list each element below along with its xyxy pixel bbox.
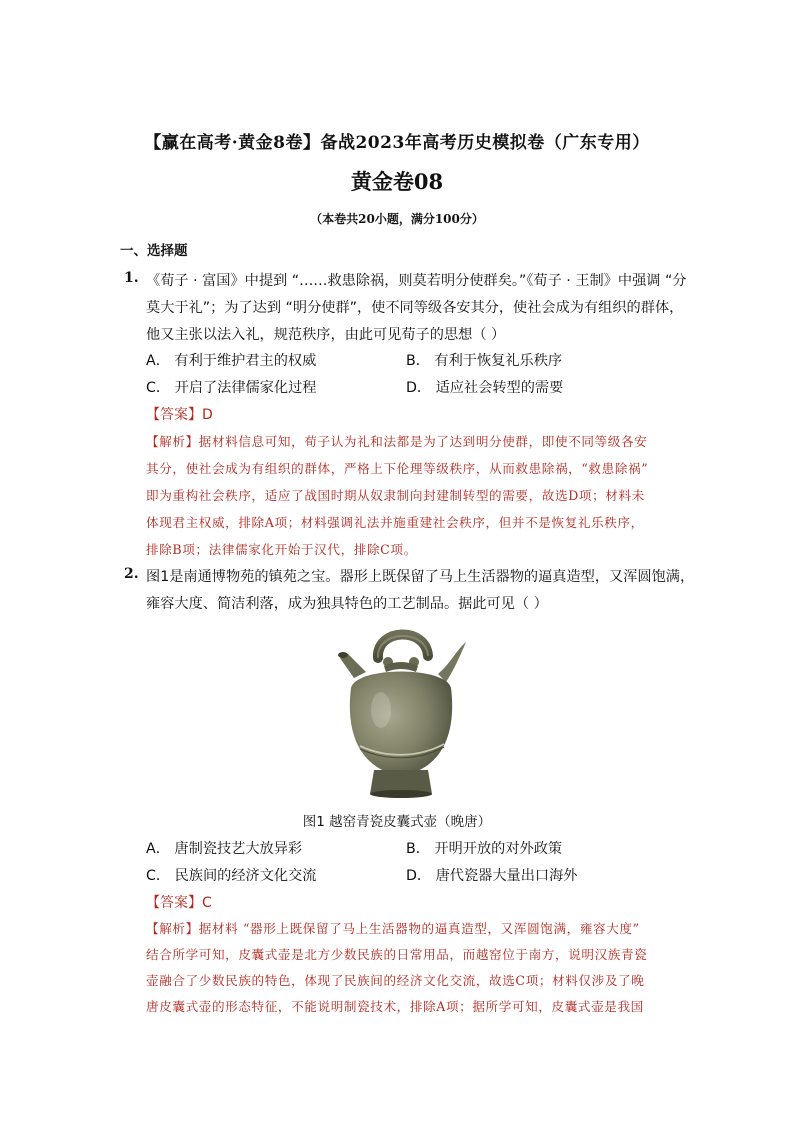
question-2-explanation-line-2: 结合所学可知，皮囊式壶是北方少数民族的日常用品，而越窑位于南方，说明汉族青瓷 [146,947,648,962]
question-1-explanation-line-4: 体现君主权威，排除A项；材料强调礼法并施重建社会秩序，但并不是恢复礼乐秩序， [146,515,644,530]
question-1-line-3: 他又主张以法入礼，规范秩序，由此可见荀子的思想（ ） [146,327,506,343]
question-1-option-c: C． 开启了法律儒家化过程 [146,380,317,396]
question-2-option-b: B． 开明开放的对外政策 [406,841,563,857]
question-1-answer: 【答案】D [146,407,213,423]
question-1-explanation-line-1: 【解析】据材料信息可知，荀子认为礼和法都是为了达到明分使群，即使不同等级各安 [146,434,648,449]
question-2-option-a: A． 唐制瓷技艺大放异彩 [146,841,303,857]
document-note: （本卷共20小题，满分100分） [310,212,484,226]
celadon-ewer-image [326,618,476,808]
question-2-explanation-line-1: 【解析】据材料 “器形上既保留了马上生活器物的逼真造型，又浑圆饱满，雍容大度” [146,921,640,936]
question-2-explanation-line-3: 壶融合了少数民族的特色，体现了民族间的经济文化交流，故选C项；材料仅涉及了晚 [146,973,645,988]
question-2-explanation-line-4: 唐皮囊式壶的形态特征，不能说明制瓷技术，排除A项；据所学可知，皮囊式壶是我国 [146,999,644,1014]
question-2-line-1: 图1是南通博物苑的镇苑之宝。器形上既保留了马上生活器物的逼真造型，又浑圆饱满， [146,569,695,585]
document-title: 【赢在高考·黄金8卷】备战2023年高考历史模拟卷（广东专用） [144,133,650,153]
question-2-option-d: D． 唐代瓷器大量出口海外 [406,868,578,884]
question-1-option-a: A． 有利于维护君主的权威 [146,353,317,369]
question-1-number: 1. [124,270,139,286]
question-1-line-2: 莫大于礼”；为了达到 “明分使群”，使不同等级各安其分，使社会成为有组织的群体， [146,300,684,316]
document-subtitle: 黄金卷08 [350,169,444,194]
question-2-option-c: C． 民族间的经济文化交流 [146,868,317,884]
question-2-answer: 【答案】C [146,895,212,911]
question-1-explanation-line-2: 其分，使社会成为有组织的群体，严格上下伦理等级秩序，从而救患除祸，“救患除祸” [146,461,649,476]
question-2-number: 2. [124,566,139,582]
question-1-explanation-line-5: 排除B项；法律儒家化开始于汉代，排除C项。 [146,542,417,557]
question-1-option-d: D． 适应社会转型的需要 [406,380,564,396]
question-1-explanation-line-3: 即为重构社会秩序，适应了战国时期从奴隶制向封建制转型的需要，故选D项；材料未 [146,488,645,503]
question-1-line-1: 《荀子 · 富国》中提到 “……救患除祸，则莫若明分使群矣。”《荀子 · 王制》中强调 “分 [146,273,687,289]
figure-caption: 图1 越窑青瓷皮囊式壶（晚唐） [302,814,492,830]
section-heading: 一、选择题 [120,243,188,259]
question-2-line-2: 雍容大度、简洁利落，成为独具特色的工艺制品。据此可见（ ） [146,596,548,612]
question-1-option-b: B． 有利于恢复礼乐秩序 [406,353,563,369]
